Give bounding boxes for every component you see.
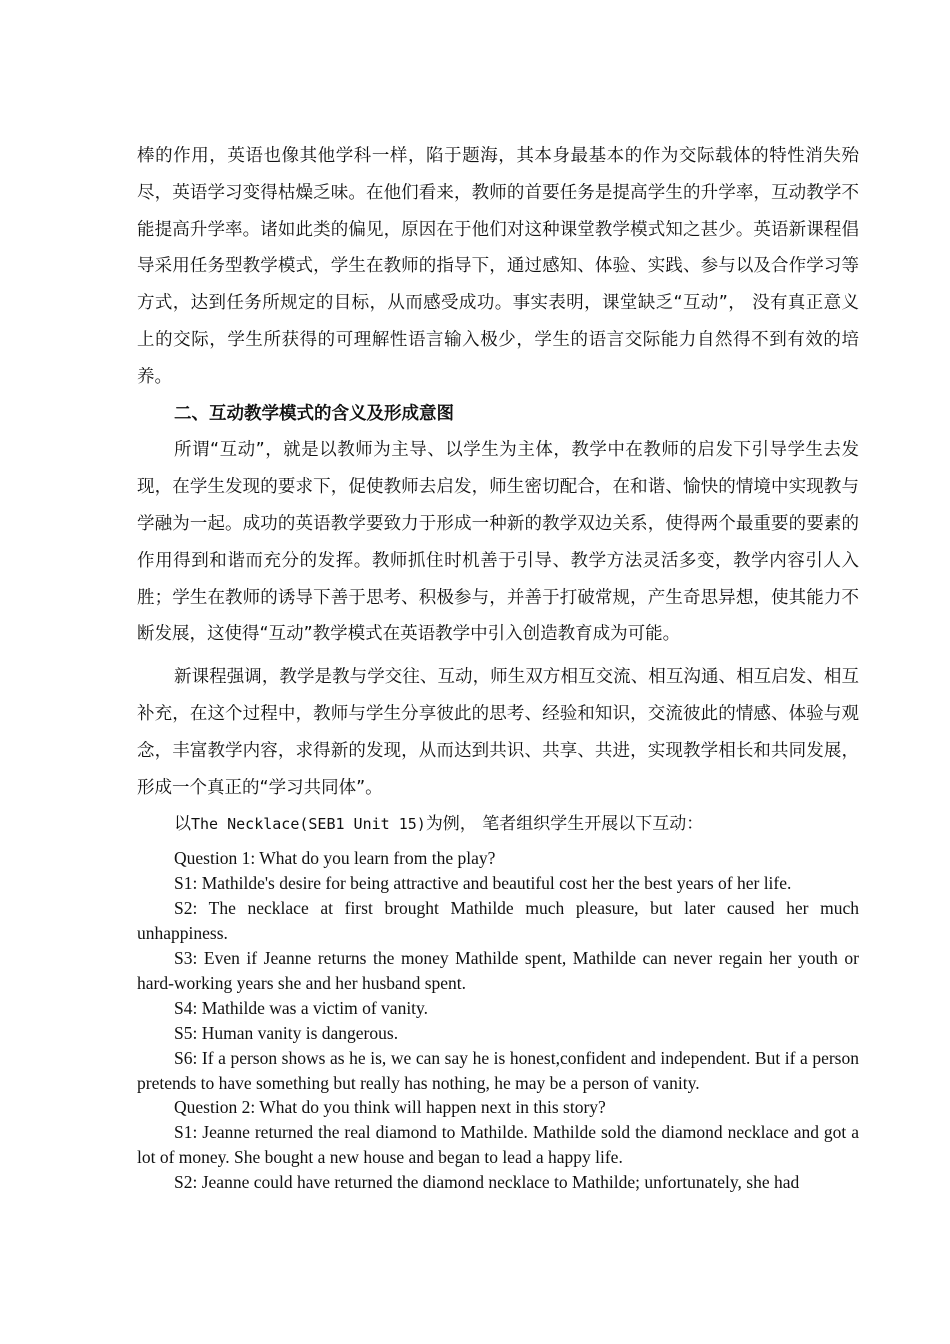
dialogue-list <box>137 846 859 1195</box>
question-2: Question 2: What do you think will happen next in this story? <box>174 1097 606 1118</box>
answer-s6: S6: If a person shows as he is, we can say he is honest,confident and independent. But if a person pretends to have something but really has nothing, he may be a person of vanity. <box>137 1047 859 1093</box>
answer-q2-s1: S1: Jeanne returned the real diamond to Mathilde. Mathilde sold the diamond necklace and got a lot of money. She bought a new house and began to lead a happy life. <box>137 1122 859 1168</box>
answer-s1: S1: Mathilde's desire for being attractive and beautiful cost her the best years of her life. <box>174 873 792 894</box>
answer-s2: S2: The necklace at first brought Mathilde much pleasure, but later caused her much unhappiness. <box>137 898 859 944</box>
paragraph-definition: 所谓“互动”，就是以教师为主导、以学生为主体，教学中在教师的启发下引导学生去发现，在学生发现的要求下，促使教师去启发，师生密切配合，在和谐、愉快的情境中实现教与学融为一起。成功的英语教学要致力于形成一种新的教学双边关系，使得两个最重要的要素的作用得到和谐而充分的发挥。教师抓住时机善于引导、教学方法灵活多变，教学内容引人入胜；学生在教师的诱导下善于思考、积极参与，并善于打破常规，产生奇思异想，使其能力不断发展，这使得“互动”教学模式在英语教学中引入创造教育成为可能。 <box>137 440 859 645</box>
answer-q2-s2: S2: Jeanne could have returned the diamond necklace to Mathilde; unfortunately, she had <box>174 1172 800 1193</box>
example-intro <box>137 806 859 842</box>
example-intro-title: The Necklace(SEB1 Unit 15) <box>191 815 426 834</box>
example-intro-suffix: 为例， 笔者组织学生开展以下互动： <box>425 814 704 835</box>
section-heading: 二、互动教学模式的含义及形成意图 <box>174 403 454 424</box>
answer-s5: S5: Human vanity is dangerous. <box>174 1022 399 1043</box>
example-intro-prefix: 以 <box>174 814 191 835</box>
paragraph-curriculum: 新课程强调，教学是教与学交往、互动，师生双方相互交流、相互沟通、相互启发、相互补充，在这个过程中，教师与学生分享彼此的思考、经验和知识，交流彼此的情感、体验与观念，丰富教学内容，求得新的发现，从而达到共识、共享、共进，实现教学相长和共同发展，形成一个真正的“学习共同体”。 <box>137 667 859 798</box>
answer-s3: S3: Even if Jeanne returns the money Mathilde spent, Mathilde can never regain her youth or hard-working years she and her husband spent. <box>137 947 859 993</box>
question-1: Question 1: What do you learn from the play? <box>174 848 496 869</box>
answer-s4: S4: Mathilde was a victim of vanity. <box>174 997 429 1018</box>
document-page <box>137 138 859 1195</box>
paragraph-intro-continuation: 棒的作用，英语也像其他学科一样，陷于题海，其本身最基本的作为交际载体的特性消失殆尽，英语学习变得枯燥乏味。在他们看来，教师的首要任务是提高学生的升学率，互动教学不能提高升学率。诸如此类的偏见，原因在于他们对这种课堂教学模式知之甚少。英语新课程倡导采用任务型教学模式，学生在教师的指导下，通过感知、体验、实践、参与以及合作学习等方式，达到任务所规定的目标，从而感受成功。事实表明，课堂缺乏“互动”， 没有真正意义上的交际，学生所获得的可理解性语言输入极少，学生的语言交际能力自然得不到有效的培养。 <box>137 146 859 387</box>
